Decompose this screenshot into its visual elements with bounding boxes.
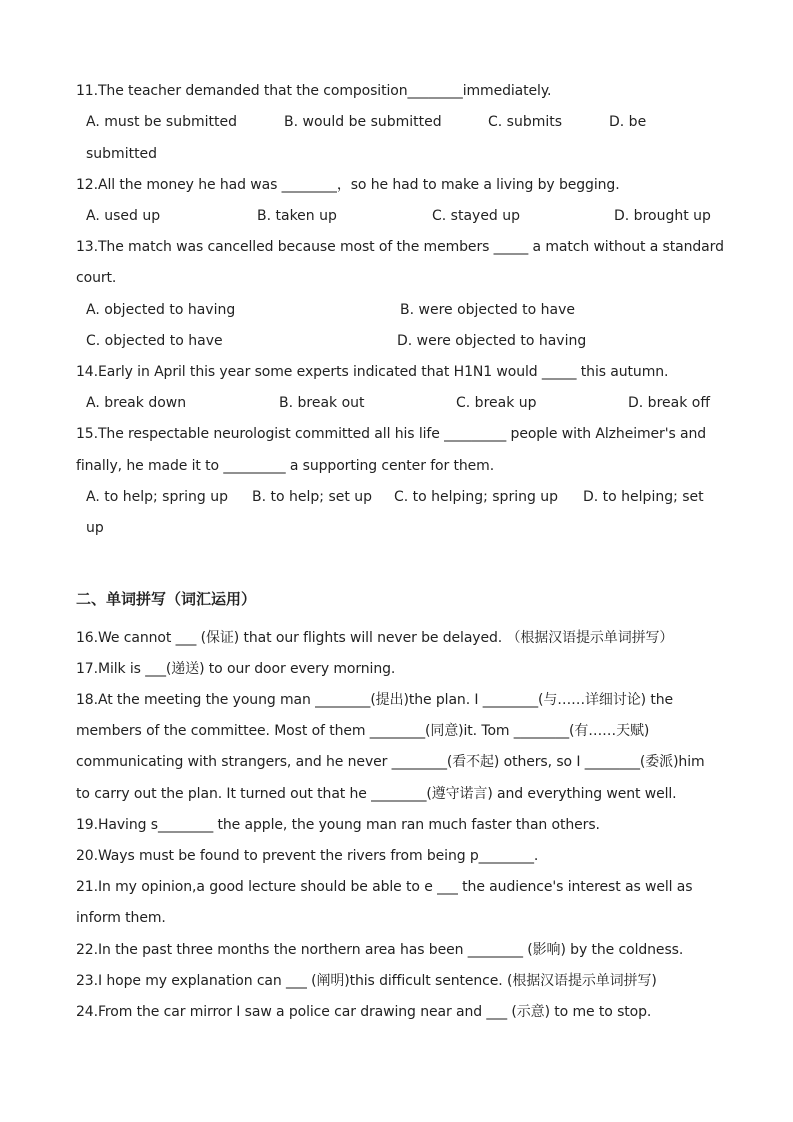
question-21-line-2: inform them. xyxy=(76,910,166,926)
question-13-option-b: B. were objected to have xyxy=(400,302,576,318)
question-15-option-a: A. to help; spring up xyxy=(86,489,228,505)
question-16: 16.We cannot ___ (保证) that our flights will never be delayed. （根据汉语提示单词拼写） xyxy=(76,630,674,646)
question-15-option-c: C. to helping; spring up xyxy=(394,489,559,505)
question-14-stem: 14.Early in April this year some experts indicated that H1N1 would _____ this autumn. xyxy=(76,364,669,380)
question-18-line-2: members of the committee. Most of them ________(同意)it. Tom ________(有……天赋) xyxy=(76,723,650,739)
question-18-line-4: to carry out the plan. It turned out that he ________(遵守诺言) and everything went well. xyxy=(76,786,677,802)
question-18-line-3: communicating with strangers, and he never ________(看不起) others, so I ________(委派)him xyxy=(76,754,705,770)
question-14-option-a: A. break down xyxy=(86,395,187,411)
question-20: 20.Ways must be found to prevent the rivers from being p________. xyxy=(76,848,539,864)
question-23: 23.I hope my explanation can ___ (阐明)this difficult sentence. (根据汉语提示单词拼写) xyxy=(76,973,657,989)
question-12-stem: 12.All the money he had was ________，so he had to make a living by begging. xyxy=(76,177,620,193)
question-13-option-c: C. objected to have xyxy=(86,333,223,349)
question-14-option-b: B. break out xyxy=(279,395,365,411)
question-24: 24.From the car mirror I saw a police car drawing near and ___ (示意) to me to stop. xyxy=(76,1004,652,1020)
question-13-option-d: D. were objected to having xyxy=(397,333,587,349)
question-18-line-1: 18.At the meeting the young man ________(提出)the plan. I ________(与……详细讨论) the xyxy=(76,692,674,708)
section-2-heading: 二、单词拼写（词汇运用） xyxy=(76,590,257,608)
question-11-stem: 11.The teacher demanded that the composition________immediately. xyxy=(76,83,552,99)
question-13-stem: 13.The match was cancelled because most of the members _____ a match without a standard xyxy=(76,239,724,255)
question-14-option-d: D. break off xyxy=(628,395,710,411)
question-21-line-1: 21.In my opinion,a good lecture should be able to e ___ the audience's interest as well as xyxy=(76,879,693,895)
question-11-option-d: D. be xyxy=(609,114,647,130)
question-11-option-d-continued: submitted xyxy=(86,146,158,162)
question-12-option-c: C. stayed up xyxy=(432,208,521,224)
question-15-option-d: D. to helping; set xyxy=(583,489,704,505)
question-15-stem: 15.The respectable neurologist committed all his life _________ people with Alzheimer's and xyxy=(76,426,707,442)
question-12-option-a: A. used up xyxy=(86,208,161,224)
question-13-option-a: A. objected to having xyxy=(86,302,236,318)
question-15-stem-continued: finally, he made it to _________ a supporting center for them. xyxy=(76,458,495,474)
question-22: 22.In the past three months the northern area has been ________ (影响) by the coldness. xyxy=(76,942,684,958)
question-15-option-d-continued: up xyxy=(86,520,104,536)
question-11-option-c: C. submits xyxy=(488,114,563,130)
question-12-option-d: D. brought up xyxy=(614,208,711,224)
question-14-option-c: C. break up xyxy=(456,395,537,411)
question-15-option-b: B. to help; set up xyxy=(252,489,373,505)
question-17: 17.Milk is ___(递送) to our door every morning. xyxy=(76,661,396,677)
question-12-option-b: B. taken up xyxy=(257,208,337,224)
question-13-stem-continued: court. xyxy=(76,270,117,286)
question-11-option-b: B. would be submitted xyxy=(284,114,442,130)
question-11-option-a: A. must be submitted xyxy=(86,114,237,130)
question-19: 19.Having s________ the apple, the young man ran much faster than others. xyxy=(76,817,600,833)
